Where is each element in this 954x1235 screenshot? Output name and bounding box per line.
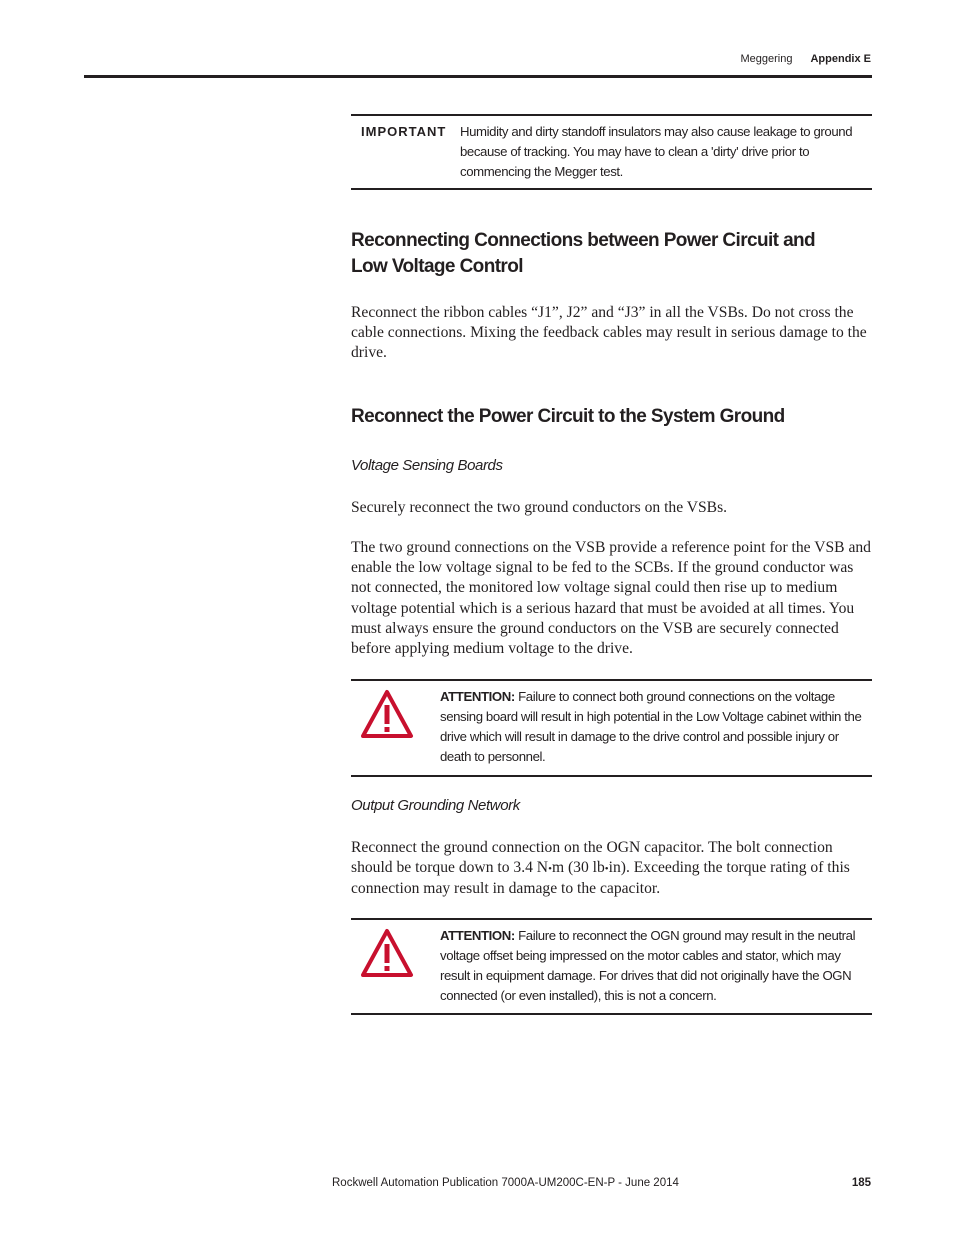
ogn-dot-1: • <box>548 863 552 876</box>
attention-label: ATTENTION: <box>440 689 515 704</box>
attention-text-ogn <box>440 926 868 1006</box>
subheading-output-grounding-network: Output Grounding Network <box>351 797 520 814</box>
warning-triangle-icon <box>360 689 414 741</box>
section-heading-ground: Reconnect the Power Circuit to the System Ground <box>351 406 785 427</box>
section-heading-reconnecting <box>351 228 871 280</box>
header-section: Meggering <box>740 53 793 65</box>
ogn-text-a: Reconnect the ground connection on the OGN capacitor. The bolt connection should be torque down to 3.4 N <box>351 839 833 877</box>
ogn-text-c: in). Exceeding the torque rating of this connection may result in damage to the capacitor. <box>351 859 850 898</box>
attention-text-vsb <box>440 687 868 767</box>
subheading-voltage-sensing-boards: Voltage Sensing Boards <box>351 457 503 474</box>
attention-callout-vsb <box>351 679 872 777</box>
ribbon-cables-paragraph: Reconnect the ribbon cables “J1”, J2” and “J3” in all the VSBs. Do not cross the cable connections. Mixing the feedback cables may result in serious damage to the drive. <box>351 304 867 362</box>
important-label: IMPORTANT <box>361 124 447 139</box>
important-callout <box>351 114 872 190</box>
attention-body: Failure to reconnect the OGN ground may result in the neutral voltage offset being impressed on the motor cables and stator, which may result in equipment damage. For drives that did not originally have the OGN connected (or even installed), this is not a concern. <box>440 928 856 1003</box>
page-number: 185 <box>851 1177 871 1189</box>
ogn-dot-2: • <box>604 863 609 876</box>
footer-publication: Rockwell Automation Publication 7000A-UM200C-EN-P - June 2014 <box>332 1177 679 1189</box>
important-text: Humidity and dirty standoff insulators may also cause leakage to ground because of tracking. You may have to clean a 'dirty' drive prior to commencing the Megger test. <box>460 124 853 179</box>
header-rule <box>84 75 872 78</box>
section-heading-line2: Low Voltage Control <box>351 256 523 277</box>
attention-label: ATTENTION: <box>440 928 515 943</box>
vsb-reconnect-paragraph: Securely reconnect the two ground conductors on the VSBs. <box>351 499 728 516</box>
attention-body: Failure to connect both ground connections on the voltage sensing board will result in high potential in the Low Voltage cabinet within the drive which will result in damage to the drive control and possible injury or death to personnel. <box>440 689 862 764</box>
page-header <box>0 53 871 65</box>
vsb-explanation-paragraph: The two ground connections on the VSB provide a reference point for the VSB and enable the low voltage signal to be fed to the SCBs. If the ground conductor was not connected, the monitored low voltage signal could then rise up to medium voltage potential which is a serious hazard that must be avoided at all times. You must always ensure the ground conductors on the VSB are securely connected before applying medium voltage to the drive. <box>351 539 871 658</box>
section-heading-line1: Reconnecting Connections between Power Circuit and <box>351 230 816 251</box>
ogn-text-b: m (30 lb <box>551 859 605 877</box>
header-appendix: Appendix E <box>810 53 871 65</box>
attention-callout-ogn <box>351 918 872 1015</box>
warning-triangle-icon <box>360 928 414 980</box>
ogn-paragraph <box>351 838 873 900</box>
